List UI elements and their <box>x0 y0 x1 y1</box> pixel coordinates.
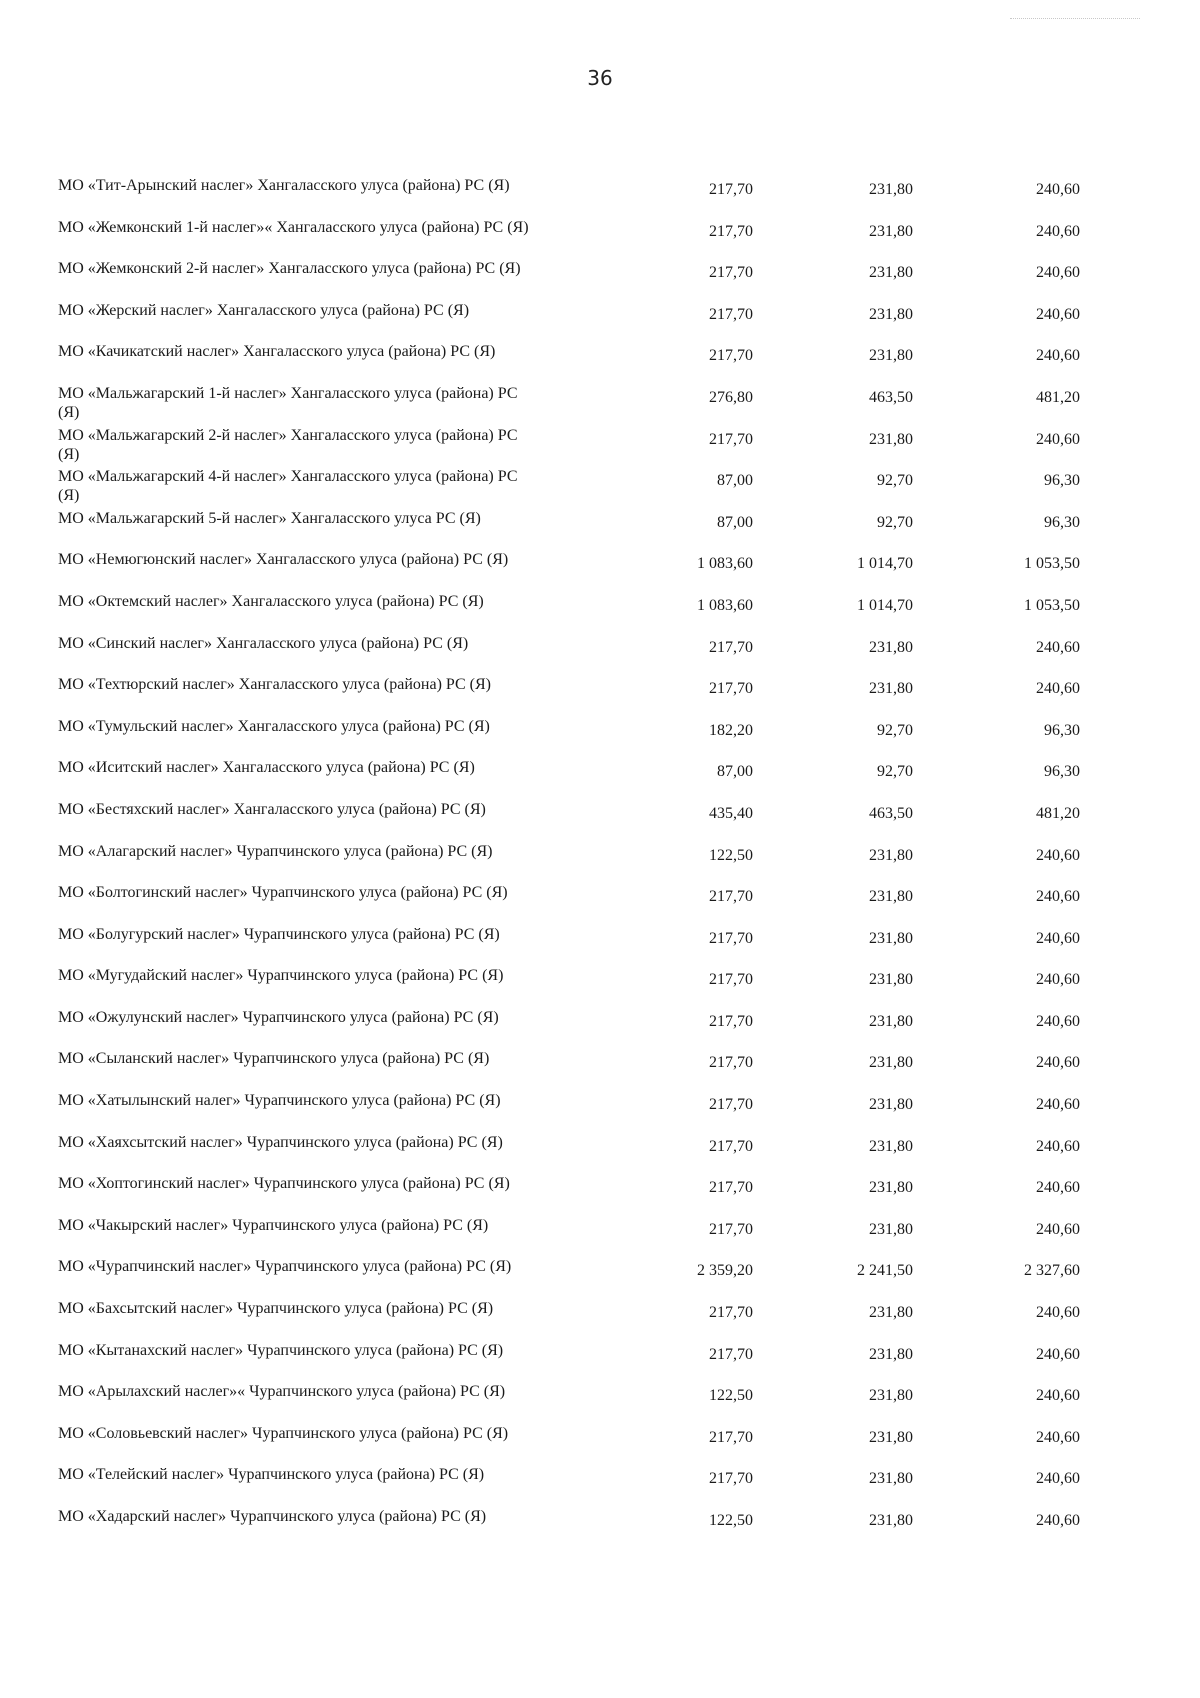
amount-year-1: 435,40 <box>709 804 753 822</box>
table-row <box>58 1216 1080 1258</box>
amount-year-1: 1 083,60 <box>697 555 753 573</box>
amount-year-3: 96,30 <box>1044 472 1080 490</box>
amount-year-3: 240,60 <box>1036 1137 1080 1155</box>
amount-year-1: 1 083,60 <box>697 596 753 614</box>
municipality-name: МО «Арылахский наслег»« Чурапчинского улуса (района) РС (Я) <box>58 1383 506 1401</box>
amount-year-1: 276,80 <box>709 388 753 406</box>
municipality-name: МО «Октемский наслег» Хангаласского улуса (района) РС (Я) <box>58 592 484 610</box>
amount-year-2: 231,80 <box>869 846 913 864</box>
amount-year-1: 217,70 <box>709 430 753 448</box>
amount-year-2: 92,70 <box>877 513 913 531</box>
amount-year-3: 1 053,50 <box>1024 555 1080 573</box>
amount-year-3: 240,60 <box>1036 181 1080 198</box>
table-row <box>58 1091 1080 1133</box>
table-row <box>58 842 1080 884</box>
amount-year-1: 217,70 <box>709 347 753 365</box>
municipality-name: МО «Мугудайский наслег» Чурапчинского улуса (района) РС (Я) <box>58 967 504 985</box>
table-row <box>58 218 1080 260</box>
amount-year-2: 1 014,70 <box>857 555 913 573</box>
amount-year-3: 240,60 <box>1036 971 1080 989</box>
amount-year-3: 240,60 <box>1036 1428 1080 1446</box>
table-row <box>58 592 1080 634</box>
page-number: 36 <box>587 66 613 90</box>
amount-year-3: 240,60 <box>1036 1470 1080 1488</box>
amount-year-1: 217,70 <box>709 1470 753 1488</box>
table-row <box>58 301 1080 343</box>
municipality-name: МО «Техтюрский наслег» Хангаласского улуса (района) РС (Я) <box>58 676 491 694</box>
municipality-name: МО «Жемконский 2-й наслег» Хангаласского улуса (района) РС (Я) <box>58 260 521 278</box>
amount-year-3: 240,60 <box>1036 1387 1080 1405</box>
amount-year-1: 217,70 <box>709 305 753 323</box>
amount-year-2: 231,80 <box>869 1345 913 1363</box>
amount-year-1: 2 359,20 <box>697 1262 753 1280</box>
table-row <box>58 1382 1080 1424</box>
amount-year-3: 2 327,60 <box>1024 1262 1080 1280</box>
amount-year-2: 231,80 <box>869 347 913 365</box>
amount-year-3: 240,60 <box>1036 1220 1080 1238</box>
amount-year-2: 231,80 <box>869 1304 913 1322</box>
amount-year-2: 231,80 <box>869 888 913 906</box>
amount-year-3: 240,60 <box>1036 929 1080 947</box>
municipality-name: МО «Хадарский наслег» Чурапчинского улуса (района) РС (Я) <box>58 1508 487 1525</box>
amount-year-1: 217,70 <box>709 971 753 989</box>
amount-year-2: 231,80 <box>869 222 913 240</box>
table-row <box>58 176 1080 218</box>
amount-year-1: 217,70 <box>709 1137 753 1155</box>
municipality-name: МО «Хаяхсытский наслег» Чурапчинского улуса (района) РС (Я) <box>58 1133 503 1151</box>
amount-year-3: 240,60 <box>1036 1054 1080 1072</box>
amount-year-3: 481,20 <box>1036 804 1080 822</box>
amount-year-1: 217,70 <box>709 1012 753 1030</box>
amount-year-2: 463,50 <box>869 804 913 822</box>
table-row <box>58 1133 1080 1175</box>
amount-year-2: 231,80 <box>869 971 913 989</box>
amount-year-3: 240,60 <box>1036 1512 1080 1529</box>
amount-year-1: 217,70 <box>709 1345 753 1363</box>
table-row <box>58 758 1080 800</box>
amount-year-2: 231,80 <box>869 638 913 656</box>
amount-year-3: 240,60 <box>1036 638 1080 656</box>
municipality-name: МО «Немюгюнский наслег» Хангаласского улуса (района) РС (Я) <box>58 551 509 569</box>
amount-year-2: 231,80 <box>869 1512 913 1529</box>
amount-year-3: 240,60 <box>1036 222 1080 240</box>
table-row <box>58 342 1080 384</box>
amount-year-1: 122,50 <box>709 1387 753 1405</box>
municipality-name: МО «Жерский наслег» Хангаласского улуса (района) РС (Я) <box>58 301 470 319</box>
municipality-name: МО «Алагарский наслег» Чурапчинского улуса (района) РС (Я) <box>58 842 493 860</box>
table-row <box>58 883 1080 925</box>
amount-year-2: 231,80 <box>869 1012 913 1030</box>
table-row <box>58 1424 1080 1466</box>
amount-year-2: 231,80 <box>869 680 913 698</box>
table-row <box>58 384 1080 426</box>
amount-year-1: 217,70 <box>709 638 753 656</box>
amount-year-2: 92,70 <box>877 721 913 739</box>
amount-year-3: 240,60 <box>1036 680 1080 698</box>
municipality-name: МО «Кытанахский наслег» Чурапчинского улуса (района) РС (Я) <box>58 1341 504 1359</box>
amount-year-2: 231,80 <box>869 430 913 448</box>
table-row <box>58 925 1080 967</box>
amount-year-3: 240,60 <box>1036 888 1080 906</box>
municipality-name: МО «Хоптогинский наслег» Чурапчинского улуса (района) РС (Я) <box>58 1175 510 1193</box>
municipality-name: МО «Ожулунский наслег» Чурапчинского улуса (района) РС (Я) <box>58 1008 499 1026</box>
scan-artifact <box>1010 18 1140 23</box>
municipality-name: МО «Бахсытский наслег» Чурапчинского улуса (района) РС (Я) <box>58 1300 494 1318</box>
amount-year-1: 217,70 <box>709 222 753 240</box>
amount-year-3: 240,60 <box>1036 347 1080 365</box>
municipality-name: МО «Тит-Арынский наслег» Хангаласского улуса (района) РС (Я) <box>58 177 510 194</box>
amount-year-1: 217,70 <box>709 680 753 698</box>
amount-year-3: 240,60 <box>1036 305 1080 323</box>
municipality-name: МО «Мальжагарский 5-й наслег» Хангаласского улуса РС (Я) <box>58 509 481 527</box>
table-row <box>58 1008 1080 1050</box>
table-row <box>58 1049 1080 1091</box>
amount-year-3: 240,60 <box>1036 264 1080 282</box>
municipality-name: МО «Мальжагарский 4-й наслег» Хангаласского улуса (района) РС (Я) <box>58 468 518 505</box>
amount-year-2: 231,80 <box>869 1096 913 1114</box>
table-row <box>58 467 1080 509</box>
amount-year-2: 231,80 <box>869 1220 913 1238</box>
amount-year-3: 96,30 <box>1044 513 1080 531</box>
amount-year-2: 231,80 <box>869 1428 913 1446</box>
amount-year-1: 87,00 <box>717 513 753 531</box>
amount-year-1: 217,70 <box>709 1054 753 1072</box>
amount-year-2: 231,80 <box>869 1387 913 1405</box>
table-row <box>58 1299 1080 1341</box>
budget-table <box>58 176 1080 1549</box>
municipality-name: МО «Мальжагарский 2-й наслег» Хангаласского улуса (района) РС (Я) <box>58 426 518 463</box>
amount-year-2: 1 014,70 <box>857 596 913 614</box>
municipality-name: МО «Болтогинский наслег» Чурапчинского улуса (района) РС (Я) <box>58 884 508 902</box>
amount-year-2: 92,70 <box>877 763 913 781</box>
table-row <box>58 634 1080 676</box>
amount-year-2: 231,80 <box>869 1179 913 1197</box>
amount-year-2: 463,50 <box>869 388 913 406</box>
table-row <box>58 675 1080 717</box>
amount-year-1: 217,70 <box>709 929 753 947</box>
amount-year-1: 217,70 <box>709 1096 753 1114</box>
table-row <box>58 426 1080 468</box>
amount-year-2: 231,80 <box>869 181 913 198</box>
table-row <box>58 1174 1080 1216</box>
municipality-name: МО «Качикатский наслег» Хангаласского улуса (района) РС (Я) <box>58 343 496 361</box>
municipality-name: МО «Жемконский 1-й наслег»« Хангаласского улуса (района) РС (Я) <box>58 218 529 236</box>
amount-year-2: 231,80 <box>869 305 913 323</box>
amount-year-1: 122,50 <box>709 846 753 864</box>
municipality-name: МО «Чурапчинский наслег» Чурапчинского улуса (района) РС (Я) <box>58 1258 512 1276</box>
table-row <box>58 1465 1080 1507</box>
amount-year-1: 87,00 <box>717 763 753 781</box>
municipality-name: МО «Болугурский наслег» Чурапчинского улуса (района) РС (Я) <box>58 925 500 943</box>
table-row <box>58 966 1080 1008</box>
municipality-name: МО «Бестяхский наслег» Хангаласского улуса (района) РС (Я) <box>58 800 486 818</box>
amount-year-1: 217,70 <box>709 181 753 198</box>
amount-year-3: 1 053,50 <box>1024 596 1080 614</box>
amount-year-1: 217,70 <box>709 1428 753 1446</box>
table-row <box>58 259 1080 301</box>
amount-year-2: 231,80 <box>869 1137 913 1155</box>
amount-year-3: 96,30 <box>1044 721 1080 739</box>
municipality-name: МО «Хатылынский налег» Чурапчинского улуса (района) РС (Я) <box>58 1092 501 1110</box>
municipality-name: МО «Иситский наслег» Хангаласского улуса (района) РС (Я) <box>58 759 475 777</box>
amount-year-2: 92,70 <box>877 472 913 490</box>
table-row <box>58 717 1080 759</box>
amount-year-3: 240,60 <box>1036 1096 1080 1114</box>
amount-year-1: 217,70 <box>709 264 753 282</box>
municipality-name: МО «Мальжагарский 1-й наслег» Хангаласского улуса (района) РС (Я) <box>58 384 518 421</box>
amount-year-3: 481,20 <box>1036 388 1080 406</box>
amount-year-1: 217,70 <box>709 1304 753 1322</box>
table-row <box>58 1257 1080 1299</box>
table-row <box>58 1507 1080 1549</box>
municipality-name: МО «Тумульский наслег» Хангаласского улуса (района) РС (Я) <box>58 717 490 735</box>
municipality-name: МО «Синский наслег» Хангаласского улуса (района) РС (Я) <box>58 634 469 652</box>
amount-year-1: 217,70 <box>709 888 753 906</box>
table-row <box>58 1341 1080 1383</box>
amount-year-2: 231,80 <box>869 264 913 282</box>
table-row <box>58 550 1080 592</box>
amount-year-2: 231,80 <box>869 929 913 947</box>
municipality-name: МО «Сыланский наслег» Чурапчинского улуса (района) РС (Я) <box>58 1050 490 1068</box>
amount-year-3: 240,60 <box>1036 846 1080 864</box>
amount-year-3: 240,60 <box>1036 1012 1080 1030</box>
municipality-name: МО «Чакырский наслег» Чурапчинского улуса (района) РС (Я) <box>58 1216 489 1234</box>
amount-year-1: 182,20 <box>709 721 753 739</box>
amount-year-3: 240,60 <box>1036 1304 1080 1322</box>
municipality-name: МО «Телейский наслег» Чурапчинского улуса (района) РС (Я) <box>58 1466 485 1484</box>
table-row <box>58 800 1080 842</box>
amount-year-1: 87,00 <box>717 472 753 490</box>
amount-year-3: 240,60 <box>1036 430 1080 448</box>
amount-year-1: 217,70 <box>709 1179 753 1197</box>
amount-year-1: 122,50 <box>709 1512 753 1529</box>
amount-year-3: 240,60 <box>1036 1179 1080 1197</box>
amount-year-2: 231,80 <box>869 1054 913 1072</box>
municipality-name: МО «Соловьевский наслег» Чурапчинского улуса (района) РС (Я) <box>58 1424 509 1442</box>
amount-year-2: 2 241,50 <box>857 1262 913 1280</box>
amount-year-2: 231,80 <box>869 1470 913 1488</box>
amount-year-1: 217,70 <box>709 1220 753 1238</box>
amount-year-3: 240,60 <box>1036 1345 1080 1363</box>
amount-year-3: 96,30 <box>1044 763 1080 781</box>
table-row <box>58 509 1080 551</box>
